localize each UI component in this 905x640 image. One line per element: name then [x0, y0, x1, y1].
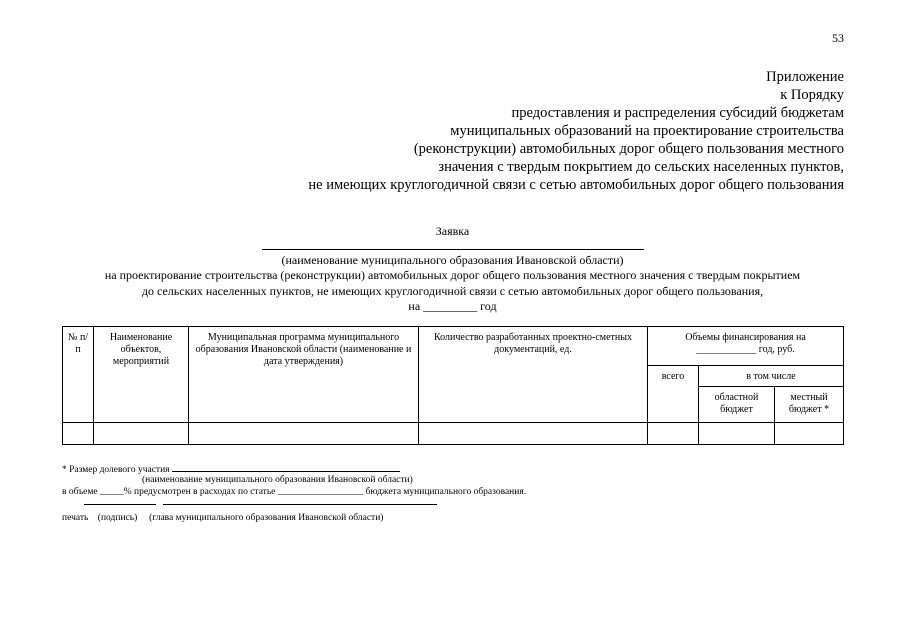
- appendix-line: предоставления и распределения субсидий бюджетам: [511, 105, 844, 121]
- header-regional-budget: областной бюджет: [699, 387, 775, 423]
- funding-table: [62, 326, 844, 445]
- header-funding-line: Объемы финансирования на: [685, 332, 806, 343]
- org-name-caption: (наименование муниципального образования Ивановской области): [281, 253, 624, 267]
- volume-mid: % предусмотрен в расходах по статье: [123, 487, 276, 497]
- table-cell: [189, 423, 419, 445]
- year-line: [0, 299, 905, 314]
- header-num: № п/п: [63, 327, 94, 423]
- header-local-budget: местный бюджет *: [775, 387, 844, 423]
- appendix-line: (реконструкции) автомобильных дорог общего пользования местного: [413, 141, 844, 157]
- appendix-line: Приложение: [766, 69, 844, 85]
- page-number: 53: [832, 31, 844, 45]
- appendix-line: не имеющих круглогодичной связи с сетью автомобильных дорог общего пользования: [308, 177, 844, 193]
- appendix-line: к Порядку: [780, 87, 844, 103]
- header-funding: [648, 327, 844, 366]
- year-blank: _________: [423, 299, 478, 313]
- share-blank-line: [172, 462, 400, 472]
- signature-captions: [62, 512, 526, 524]
- signature-caption: (подпись): [97, 513, 138, 523]
- volume-suffix: бюджета муниципального образования.: [365, 487, 527, 497]
- header-objects: Наименование объектов, мероприятий: [94, 327, 189, 423]
- purpose-line: до сельских населенных пунктов, не имеющих круглогодичной связи с сетью автомобильных дорог общего пользования,: [141, 284, 764, 298]
- volume-prefix: в объеме: [62, 487, 98, 497]
- request-purpose: [40, 267, 865, 299]
- share-label: * Размер долевого участия: [62, 465, 170, 475]
- header-total: всего: [648, 366, 699, 423]
- org-name-blank-line: [262, 249, 644, 250]
- year-prefix: на: [408, 299, 421, 313]
- table-cell: [94, 423, 189, 445]
- appendix-header: [244, 68, 844, 194]
- header-including: в том числе: [699, 366, 844, 387]
- signature-blank-line: [84, 504, 156, 505]
- head-caption: (глава муниципального образования Ивановской области): [149, 513, 384, 523]
- table-cell: [419, 423, 648, 445]
- table-cell: [63, 423, 94, 445]
- table-cell: [699, 423, 775, 445]
- share-caption: (наименование муниципального образования Ивановской области): [142, 475, 413, 485]
- header-funding-line: ____________ год, руб.: [696, 344, 795, 355]
- signature-lines: [62, 498, 526, 512]
- header-documents: Количество разработанных проектно-сметных документаций, ед.: [419, 327, 648, 423]
- volume-row: [62, 486, 526, 498]
- appendix-line: значения с твердым покрытием до сельских населенных пунктов,: [438, 159, 844, 175]
- year-suffix: год: [480, 299, 497, 313]
- appendix-line: муниципальных образований на проектирование строительства: [450, 123, 844, 139]
- table-cell: [775, 423, 844, 445]
- table-cell: [648, 423, 699, 445]
- table-row: [63, 423, 844, 445]
- request-title: Заявка: [435, 224, 470, 238]
- article-blank: __________________: [277, 487, 364, 497]
- head-name-blank-line: [163, 504, 437, 505]
- purpose-line: на проектирование строительства (реконструкции) автомобильных дорог общего пользования местного значения с твердым покрытием: [104, 268, 801, 282]
- seal-caption: печать: [62, 513, 89, 523]
- footnote: [62, 462, 526, 524]
- share-row: [62, 462, 526, 474]
- volume-blank: _____: [99, 487, 124, 497]
- header-program: Муниципальная программа муниципального образования Ивановской области (наименование и дата утверждения): [189, 327, 419, 423]
